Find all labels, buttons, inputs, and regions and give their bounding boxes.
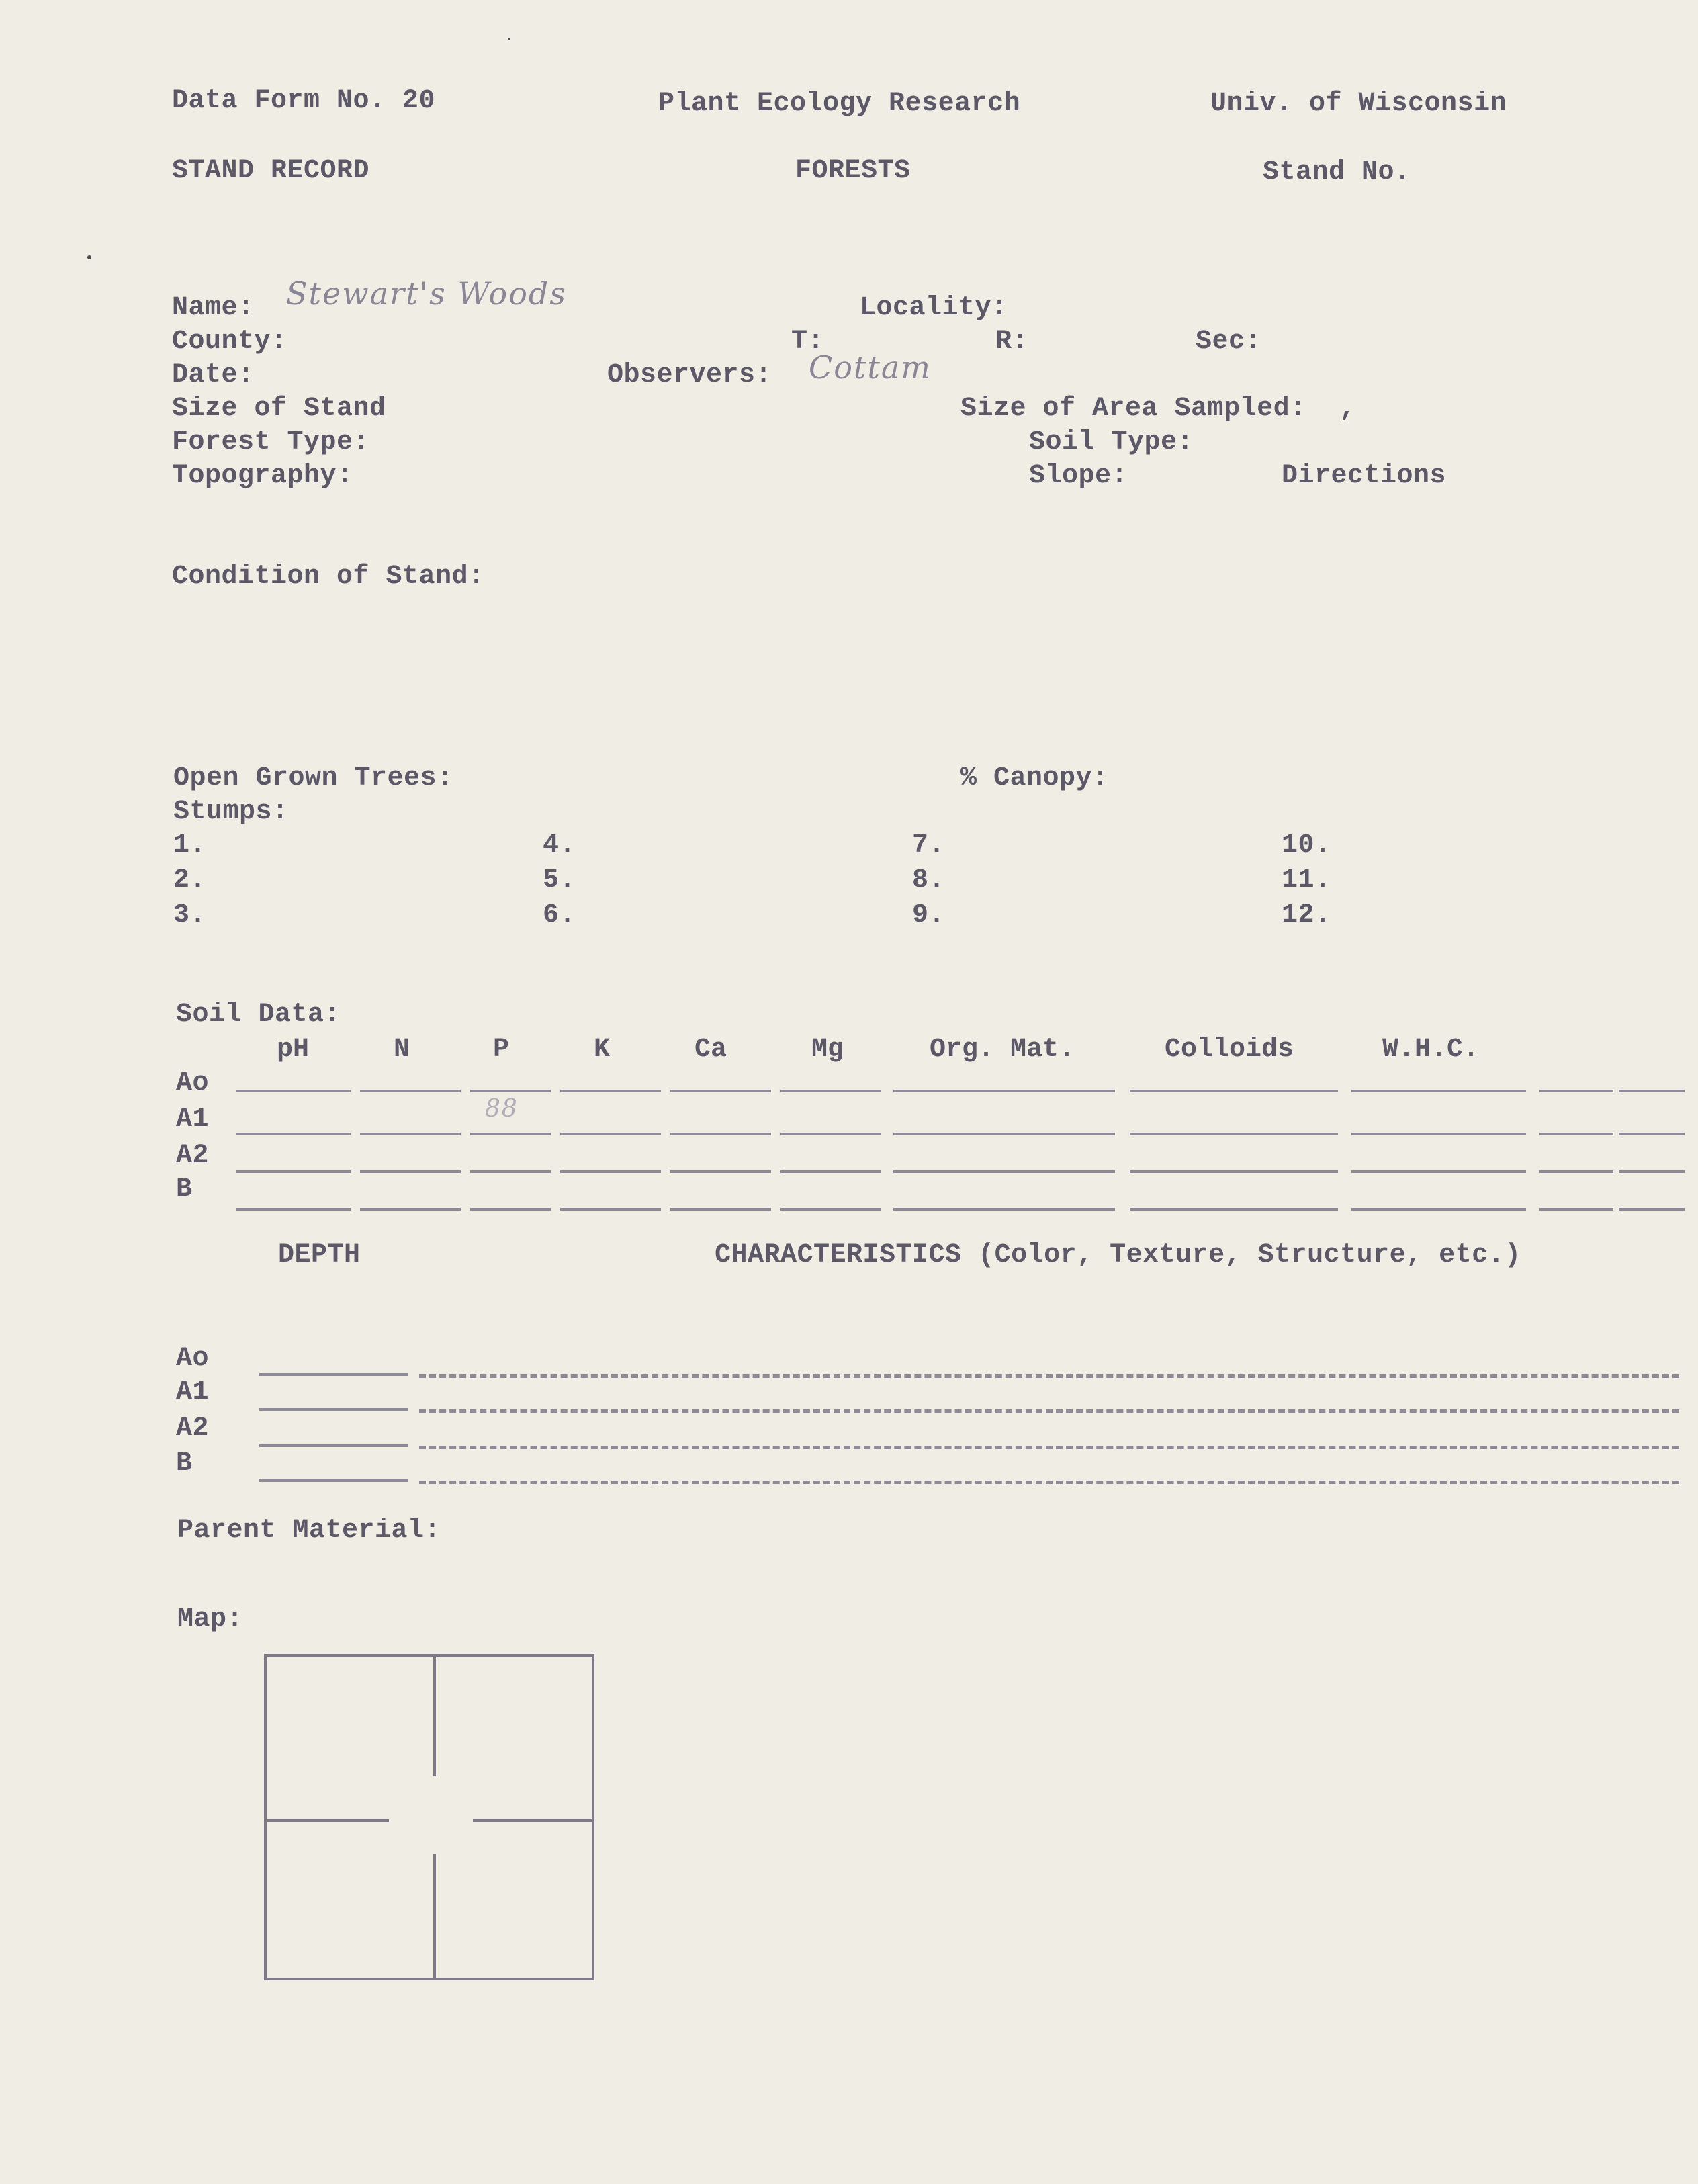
name-label: Name:: [172, 293, 255, 323]
soil-col-ph: pH: [277, 1035, 310, 1065]
stump-3: 3.: [173, 900, 207, 930]
soil-row-a1: A1: [176, 1104, 210, 1135]
soil-col-whc: W.H.C.: [1382, 1035, 1480, 1065]
stump-2: 2.: [173, 865, 207, 896]
stump-8: 8.: [912, 865, 946, 896]
soil-col-mg: Mg: [811, 1035, 844, 1065]
map-grid[interactable]: [264, 1654, 594, 1980]
name-value[interactable]: Stewart's Woods: [286, 275, 567, 312]
forest-type-label: Forest Type:: [172, 427, 370, 457]
stumps-label: Stumps:: [173, 797, 289, 827]
map-grid-divider-left: [264, 1819, 389, 1822]
depth-label: DEPTH: [278, 1240, 361, 1270]
char-row-a2: A2: [176, 1413, 210, 1444]
date-label: Date:: [172, 360, 255, 390]
stand-number-label: Stand No.: [1263, 157, 1411, 187]
canopy-label: % Canopy:: [960, 763, 1109, 793]
condition-label: Condition of Stand:: [172, 562, 485, 592]
observers-label: Observers:: [607, 360, 772, 390]
forest-type-heading: FORESTS: [795, 156, 911, 186]
paper-speck: [508, 38, 510, 40]
map-grid-divider-right: [473, 1819, 594, 1822]
size-of-area-label: Size of Area Sampled:: [960, 394, 1306, 424]
stump-1: 1.: [173, 830, 207, 861]
map-label: Map:: [177, 1604, 244, 1634]
stump-10: 10.: [1282, 830, 1331, 861]
char-row-ao: Ao: [176, 1344, 210, 1374]
soil-row-a2: A2: [176, 1141, 210, 1171]
soil-col-ca: Ca: [695, 1035, 727, 1065]
form-number: Data Form No. 20: [172, 86, 436, 116]
slope-label: Slope:: [1029, 461, 1128, 491]
stump-12: 12.: [1282, 900, 1331, 930]
directions-label: Directions: [1282, 461, 1447, 491]
topography-label: Topography:: [172, 461, 353, 491]
soil-row-b: B: [176, 1174, 193, 1205]
stump-11: 11.: [1282, 865, 1331, 896]
stump-4: 4.: [543, 830, 576, 861]
soil-col-org-mat: Org. Mat.: [930, 1035, 1075, 1065]
university-name: Univ. of Wisconsin: [1210, 89, 1507, 119]
department-title: Plant Ecology Research: [658, 89, 1021, 119]
stump-9: 9.: [912, 900, 946, 930]
soil-col-n: N: [394, 1035, 410, 1065]
soil-col-p: P: [493, 1035, 510, 1065]
township-label: T:: [791, 326, 825, 357]
county-label: County:: [172, 326, 287, 357]
map-grid-divider-bottom: [433, 1854, 436, 1979]
soil-type-label: Soil Type:: [1029, 427, 1194, 457]
open-grown-trees-label: Open Grown Trees:: [173, 763, 453, 793]
size-of-area-value[interactable]: ,: [1339, 394, 1356, 424]
char-row-a1: A1: [176, 1377, 210, 1407]
soil-row-ao: Ao: [176, 1068, 210, 1098]
soil-a1-p-value[interactable]: 88: [485, 1095, 519, 1123]
section-label: Sec:: [1196, 326, 1262, 357]
parent-material-label: Parent Material:: [177, 1516, 441, 1546]
stump-6: 6.: [543, 900, 576, 930]
observers-value[interactable]: Cottam: [809, 349, 932, 386]
size-of-stand-label: Size of Stand: [172, 394, 386, 424]
char-row-b: B: [176, 1448, 193, 1479]
soil-data-label: Soil Data:: [176, 1000, 341, 1030]
range-label: R:: [995, 326, 1029, 357]
record-title: STAND RECORD: [172, 156, 370, 186]
map-grid-divider-top: [433, 1654, 436, 1776]
soil-col-colloids: Colloids: [1165, 1035, 1294, 1065]
stump-5: 5.: [543, 865, 576, 896]
characteristics-title: CHARACTERISTICS (Color, Texture, Structure, etc.): [715, 1240, 1521, 1270]
soil-col-k: K: [594, 1035, 611, 1065]
stump-7: 7.: [912, 830, 946, 861]
locality-label: Locality:: [860, 293, 1008, 323]
paper-speck: [87, 255, 91, 259]
